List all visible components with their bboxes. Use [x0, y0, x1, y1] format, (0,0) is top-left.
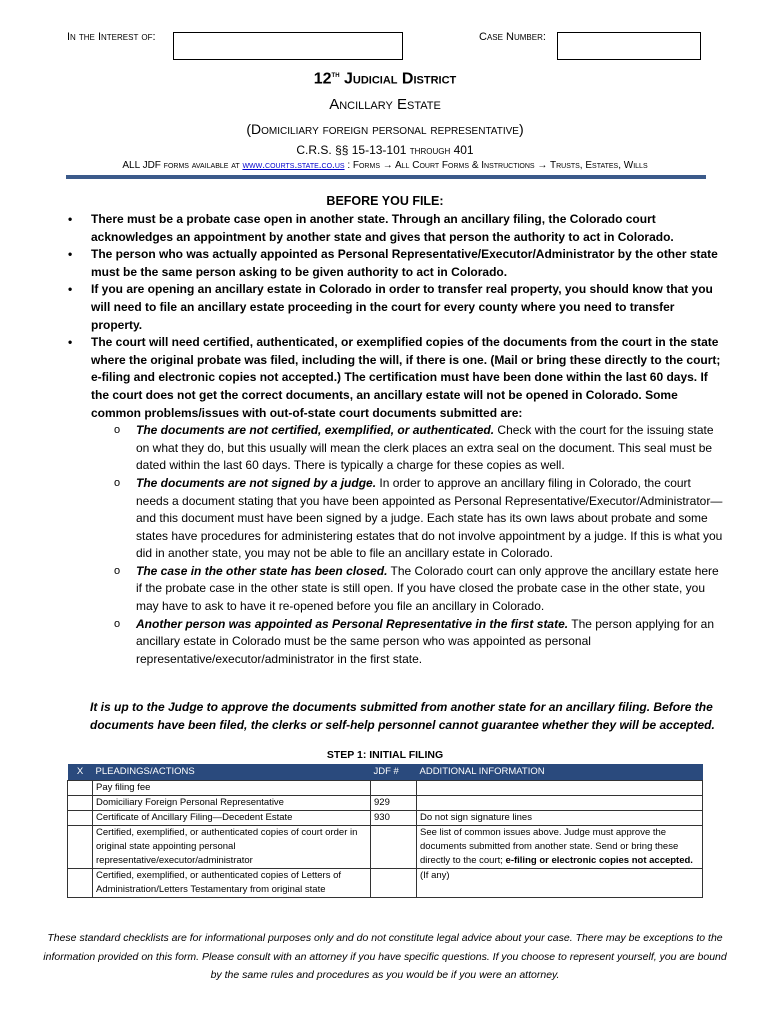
col-x: X	[68, 764, 93, 781]
checkbox-cell[interactable]	[68, 796, 93, 811]
table-row	[68, 811, 703, 826]
step1-title: STEP 1: INITIAL FILING	[326, 749, 444, 761]
table-row	[68, 826, 703, 869]
action-cell: Pay filing fee	[93, 781, 371, 796]
issue-item	[64, 422, 724, 475]
header-divider	[66, 175, 706, 179]
action-cell: Certificate of Ancillary Filing—Decedent Estate	[93, 811, 371, 826]
issue-text: Check with the court for the issuing state on what they do, but this usually will mean the clerk places an extra seal on the document. This seal must be dated within the last 60 days. There is typically a charge for these copies as well.	[136, 423, 714, 473]
issue-item	[64, 563, 724, 616]
before-you-file-list	[64, 211, 724, 668]
col-jdf: JDF #	[371, 764, 417, 781]
case-number-field[interactable]	[557, 32, 701, 60]
action-cell: Certified, exemplified, or authenticated copies of Letters of Administration/Letters Testamentary from original state	[93, 869, 371, 898]
common-issues-list	[64, 422, 724, 668]
bullet-item: • There must be a probate case open in another state. Through an ancillary filing, the Colorado court acknowledges an appointment by another state and gives that person the authority to act in Colorado.	[64, 211, 724, 246]
issue-text: The person applying for an ancillary estate in Colorado must be the same person who was appointed as personal representative/executor/administrator in the first state.	[136, 616, 714, 666]
table-header	[68, 764, 703, 781]
forms-path: : Forms → All Court Forms & Instructions → Trusts, Estates, Wills	[344, 160, 648, 171]
issue-item	[64, 475, 724, 563]
district-title	[0, 70, 770, 88]
issue-lead: The documents are not certified, exemplified, or authenticated.	[136, 423, 495, 438]
district-suffix: th	[331, 70, 340, 79]
action-cell: Certified, exemplified, or authenticated copies of court order in original state appointing personal representative/executor/administrator	[93, 826, 371, 869]
courts-website-link[interactable]: www.courts.state.co.us	[242, 160, 345, 171]
crs-end: 401	[453, 143, 474, 157]
info-cell	[417, 811, 703, 826]
jdf-cell	[371, 826, 417, 869]
judge-approval-note: It is up to the Judge to approve the documents submitted from another state for an ancillary filing. Before the documents have been filed, the clerks or self-help personnel cannot guarantee whether they will be accepted.	[90, 700, 715, 732]
jdf-cell	[371, 869, 417, 898]
bullet-item: • If you are opening an ancillary estate in Colorado in order to transfer real property, you should know that you will need to file an ancillary estate proceeding in the court for every county where you need to transfer property.	[64, 281, 724, 334]
table-row	[68, 869, 703, 898]
issue-text: The Colorado court can only approve the ancillary estate here if the probate case in the other state is still open. If you have closed the probate case in the other state, you may have to ask to have it re-opened before you file an ancillary in Colorado.	[136, 563, 719, 614]
table-row	[68, 781, 703, 796]
info-bold: e-filing or electronic copies not accepted.	[505, 855, 693, 866]
disclaimer-footer: These standard checklists are for informational purposes only and do not constitute legal advice about your case. There may be exceptions to the information provided on this form. Please consult with an attorney if you have specific questions. If you choose to represent yourself, you are bound by the same rules and procedures as you would be if you were an attorney.	[43, 932, 727, 981]
jdf-cell: 929	[371, 796, 417, 811]
case-number-label: Case Number:	[479, 31, 546, 43]
step1-table	[67, 764, 703, 898]
district-number: 12	[313, 70, 332, 88]
issue-item	[64, 616, 724, 669]
form-title: Ancillary Estate	[329, 96, 441, 113]
info-cell	[417, 796, 703, 811]
interest-label: In the Interest of:	[67, 31, 156, 43]
info-text: See list of common issues above. Judge must approve the documents submitted from another state. Send or bring these directly to the court;	[420, 827, 679, 866]
col-additional-info: ADDITIONAL INFORMATION	[417, 764, 703, 781]
bullet-item: • The person who was actually appointed as Personal Representative/Executor/Administrator by the other state must be the same person asking to be given authority to act in Colorado.	[64, 246, 724, 281]
issue-lead: The documents are not signed by a judge.	[136, 475, 377, 490]
checkbox-cell[interactable]	[68, 869, 93, 898]
info-cell	[417, 869, 703, 898]
district-text: Judicial District	[339, 70, 457, 88]
interest-field[interactable]	[173, 32, 403, 60]
issue-lead: Another person was appointed as Personal Representative in the first state.	[136, 616, 569, 631]
statute-reference	[0, 143, 770, 157]
info-text: (If any)	[420, 870, 450, 881]
jdf-cell: 930	[371, 811, 417, 826]
forms-prefix: ALL JDF forms available at	[122, 160, 243, 171]
info-text: Do not sign signature lines	[420, 812, 532, 823]
info-cell	[417, 826, 703, 869]
col-pleadings: PLEADINGS/ACTIONS	[93, 764, 371, 781]
info-cell	[417, 781, 703, 796]
crs-through: through	[406, 143, 454, 157]
checkbox-cell[interactable]	[68, 781, 93, 796]
action-cell: Domiciliary Foreign Personal Representative	[93, 796, 371, 811]
jdf-cell	[371, 781, 417, 796]
before-you-file-heading: BEFORE YOU FILE:	[326, 194, 444, 208]
checkbox-cell[interactable]	[68, 826, 93, 869]
issue-text: In order to approve an ancillary filing in Colorado, the court needs a document stating that you have been appointed as Personal Representative/Executor/Administrator—and this document must have been signed by a judge. Each state has its own laws about probate and some states have procedures for administering estates that do not involve appointment by a judge. If this is what you did in another state, you may not be able to file an ancillary estate in Colorado.	[136, 475, 723, 561]
case-header	[67, 30, 707, 62]
crs-main: C.R.S. §§ 15-13-101	[296, 143, 407, 157]
checkbox-cell[interactable]	[68, 811, 93, 826]
form-subtitle: (Domiciliary foreign personal representative)	[246, 121, 524, 137]
issue-lead: The case in the other state has been closed.	[136, 563, 388, 578]
bullet-item: • The court will need certified, authenticated, or exemplified copies of the documents from the court in the state where the original probate was filed, including the will, if there is one. (Mail or bring these directly to the court; e-filing and electronic copies not accepted.) The certification must have been done within the last 60 days. If the court does not get the correct documents, an ancillary estate will not be opened in Colorado. Some common problems/issues with out-of-state court documents submitted are:	[64, 334, 724, 422]
forms-availability	[0, 160, 770, 171]
table-row	[68, 796, 703, 811]
